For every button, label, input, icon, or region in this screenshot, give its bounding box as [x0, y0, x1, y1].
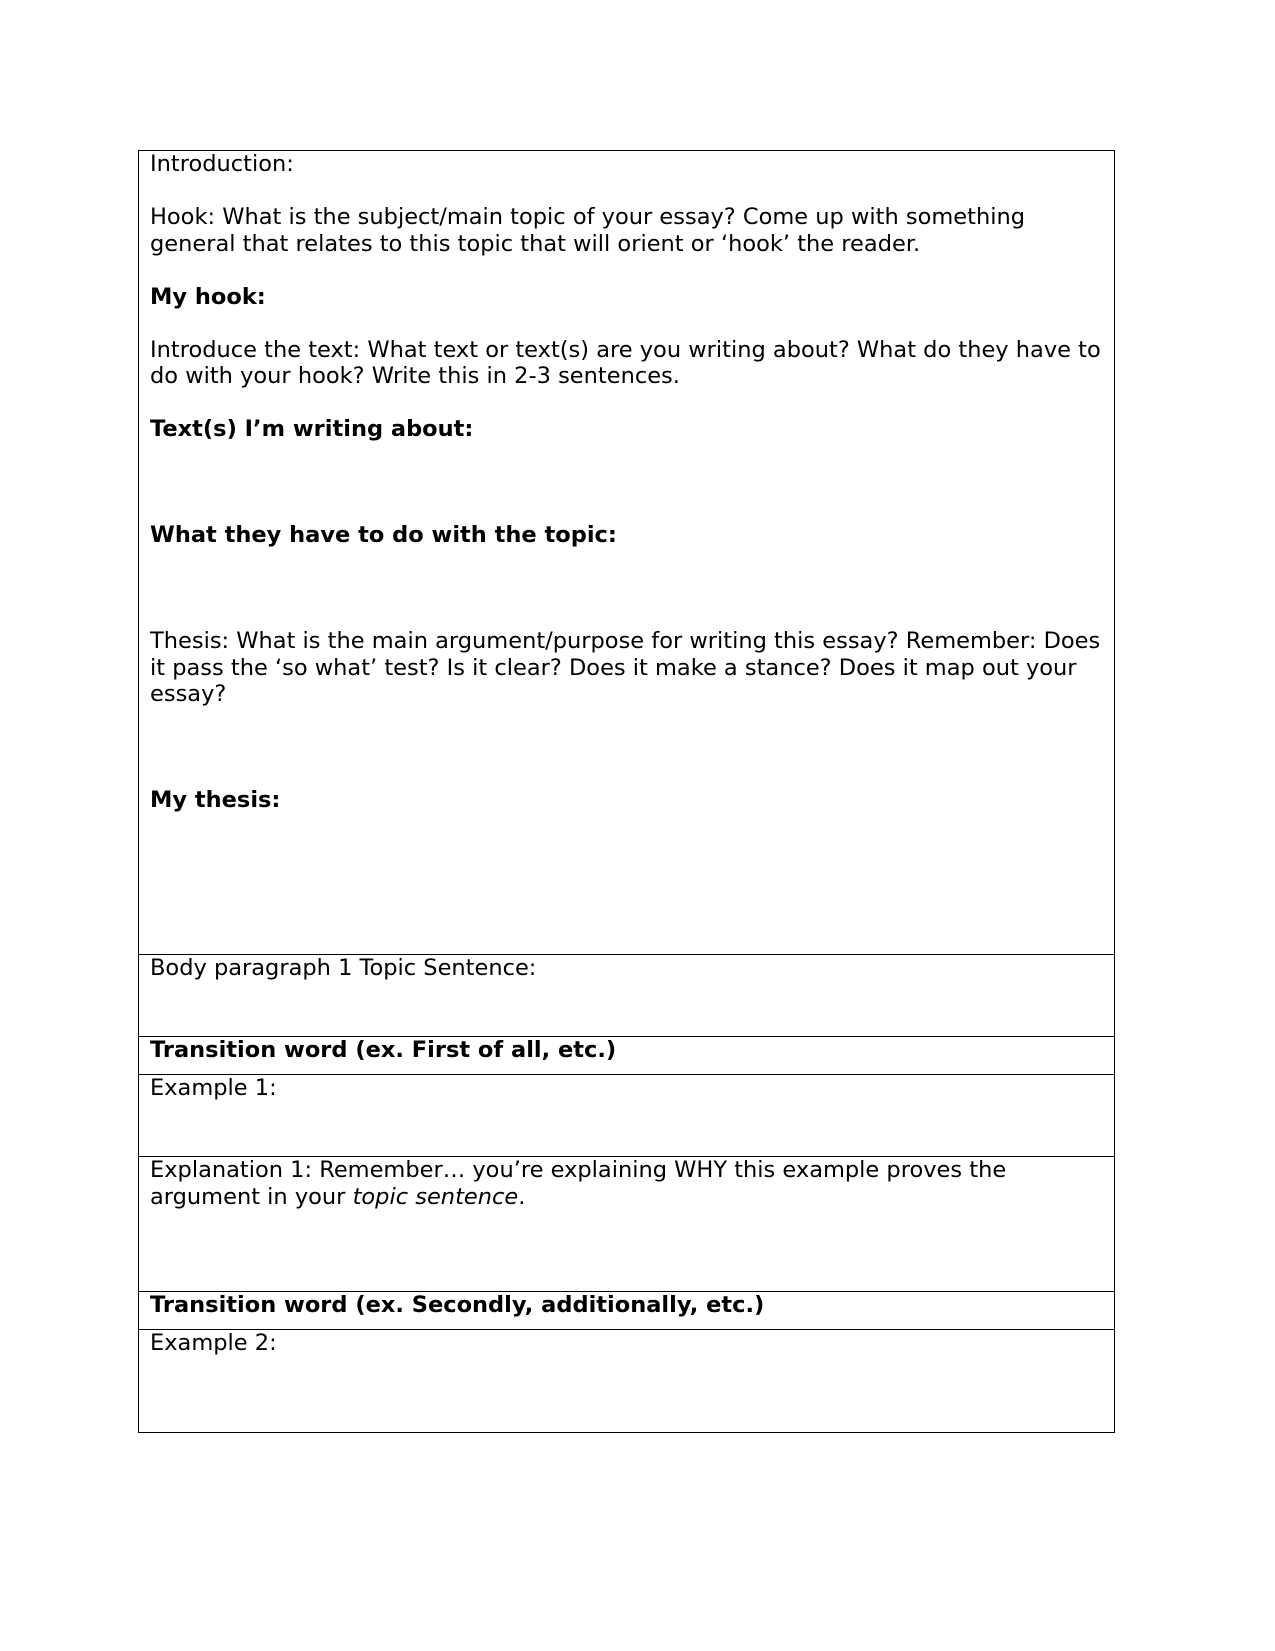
hook-prompt: Hook: What is the subject/main topic of your essay? Come up with something general that relates to this topic that will orient or ‘hook’ the reader.: [150, 204, 1025, 257]
topic-sentence-cell[interactable]: [139, 955, 1115, 1037]
explanation-1-row: [139, 1157, 1115, 1292]
explanation-1-emphasis: topic sentence: [352, 1183, 519, 1210]
transition-1-label: Transition word (ex. First of all, etc.): [150, 1037, 617, 1063]
topic-sentence-label: Body paragraph 1 Topic Sentence:: [150, 955, 537, 981]
my-thesis-label: My thesis:: [150, 787, 281, 813]
example-2-label: Example 2:: [150, 1330, 277, 1356]
explanation-1-cell[interactable]: [139, 1157, 1115, 1292]
explanation-1-prompt: [150, 1157, 1103, 1210]
essay-outline-table: [138, 150, 1115, 1433]
example-1-cell[interactable]: [139, 1075, 1115, 1157]
transition-2-row: [139, 1292, 1115, 1330]
my-hook-label: My hook:: [150, 283, 266, 310]
transition-2-cell[interactable]: [139, 1292, 1115, 1330]
introduction-cell[interactable]: [139, 151, 1115, 955]
introduction-heading: Introduction:: [150, 151, 294, 177]
texts-label: Text(s) I’m writing about:: [150, 416, 474, 442]
explanation-1-suffix: .: [518, 1183, 526, 1210]
example-1-label: Example 1:: [150, 1075, 277, 1101]
transition-2-label: Transition word (ex. Secondly, additionally, etc.): [150, 1292, 765, 1318]
example-2-row: [139, 1330, 1115, 1433]
relation-label: What they have to do with the topic:: [150, 522, 617, 548]
transition-1-row: [139, 1037, 1115, 1075]
explanation-1-prefix: Explanation 1: Remember… you’re explaining WHY this example proves the argument in your: [150, 1157, 1007, 1210]
thesis-prompt: Thesis: What is the main argument/purpose for writing this essay? Remember: Does it pass the ‘so what’ test? Is it clear? Does it make a stance? Does it map out your essay?: [150, 628, 1101, 707]
topic-sentence-row: [139, 955, 1115, 1037]
example-2-cell[interactable]: [139, 1330, 1115, 1433]
introduce-text-prompt: Introduce the text: What text or text(s) are you writing about? What do they have to do with your hook? Write this in 2-3 sentences.: [150, 336, 1101, 389]
example-1-row: [139, 1075, 1115, 1157]
introduction-row: [139, 151, 1115, 955]
transition-1-cell[interactable]: [139, 1037, 1115, 1075]
